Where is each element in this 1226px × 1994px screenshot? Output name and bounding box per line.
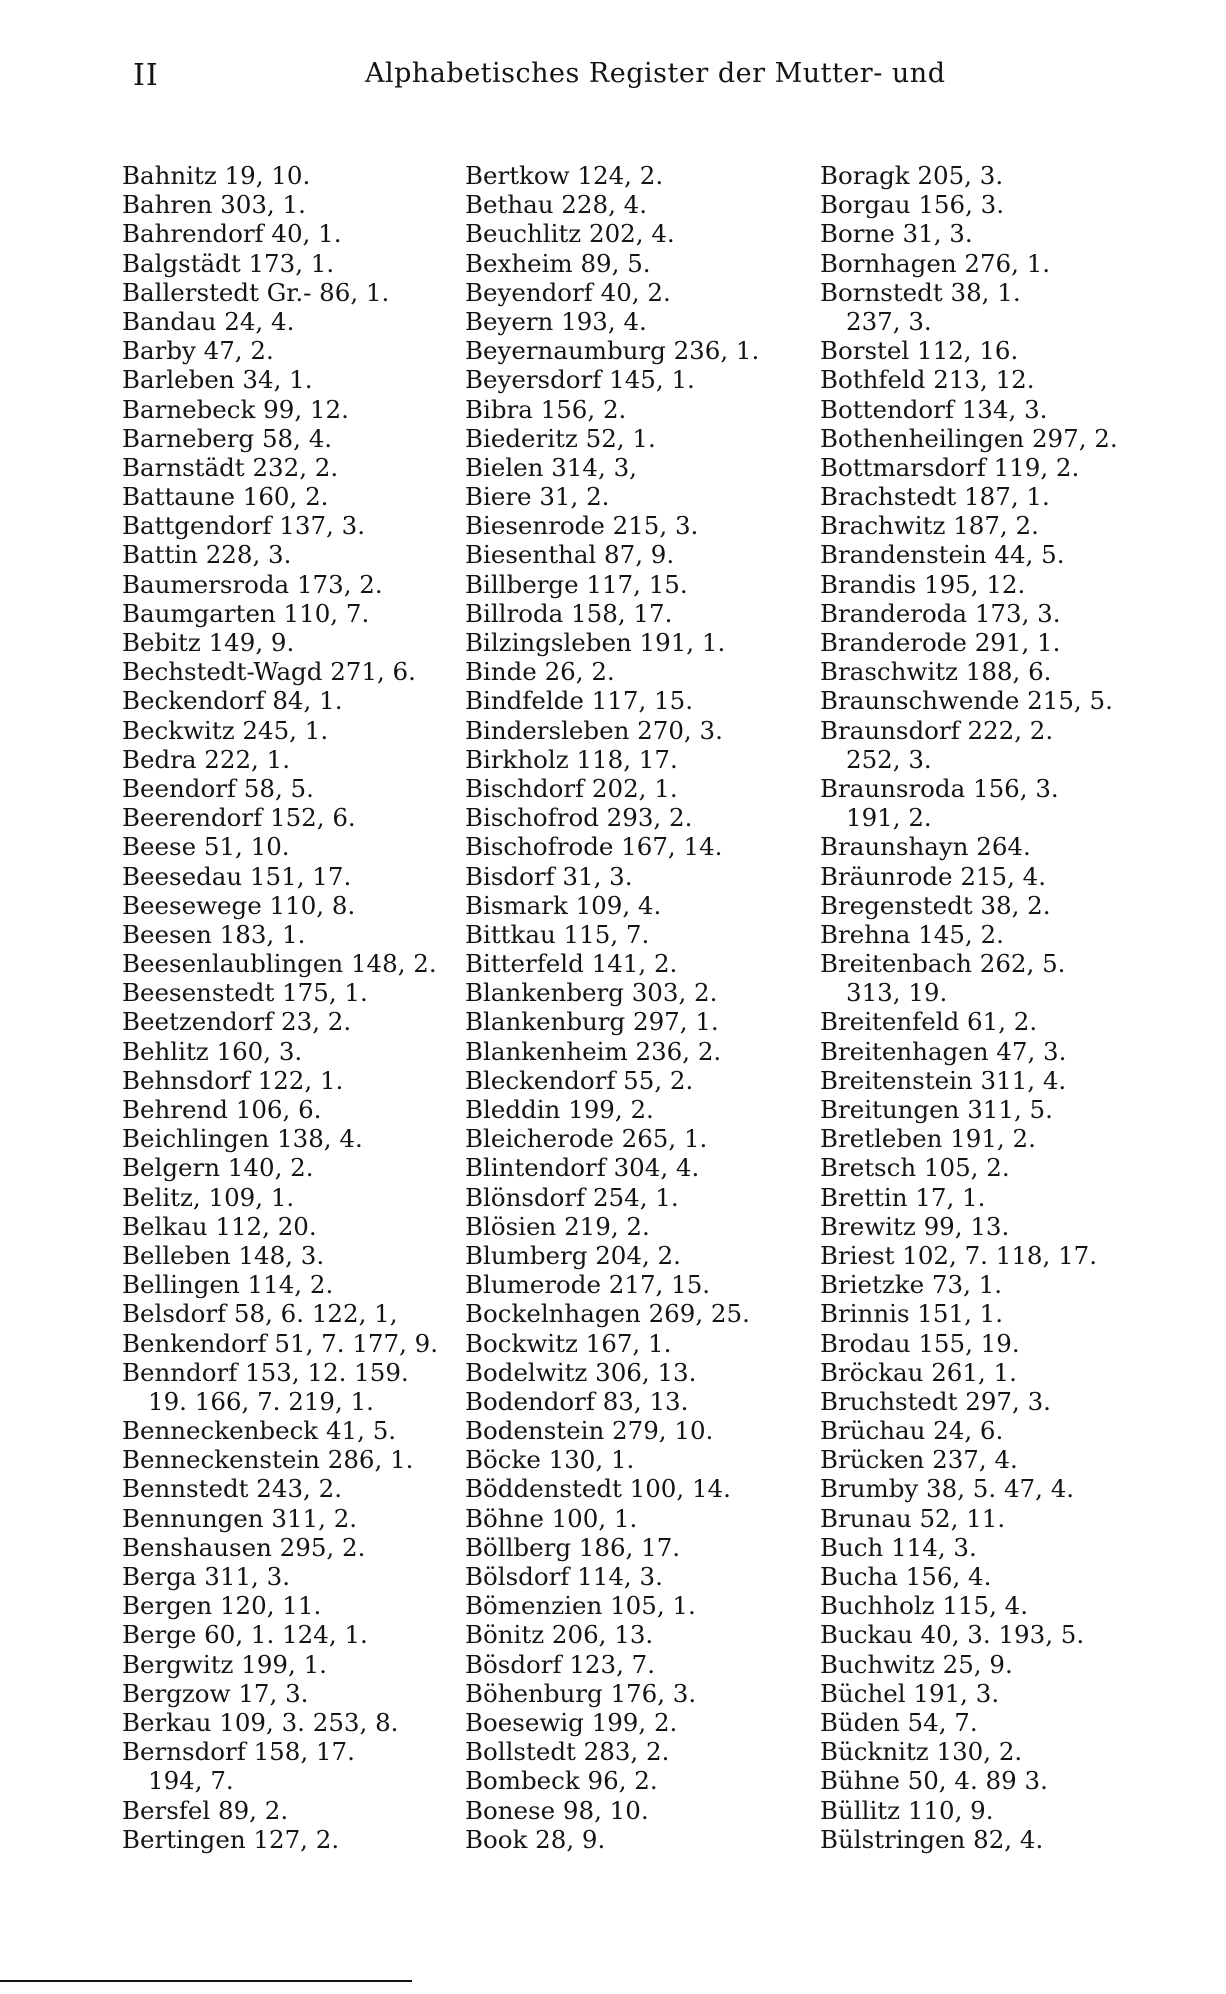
register-entry: Bennungen 311, 2.: [122, 1503, 358, 1533]
register-entry: Blintendorf 304, 4.: [465, 1153, 700, 1183]
register-entry: Beesewege 110, 8.: [122, 890, 356, 920]
register-entry: Belsdorf 58, 6. 122, 1,: [122, 1299, 398, 1329]
register-entry: Berkau 109, 3. 253, 8.: [122, 1707, 399, 1737]
register-entry: Braunsroda 156, 3.: [820, 773, 1059, 803]
register-entry: Bellingen 114, 2.: [122, 1270, 334, 1300]
register-entry: Bonese 98, 10.: [465, 1795, 649, 1825]
page-number: II: [133, 58, 159, 93]
register-entry: Billberge 117, 15.: [465, 569, 688, 599]
register-entry: Belkau 112, 20.: [122, 1211, 317, 1241]
register-column-2: [465, 161, 759, 1854]
register-entry: Bruchstedt 297, 3.: [820, 1386, 1051, 1416]
register-entry: Behlitz 160, 3.: [122, 1036, 303, 1066]
register-entry: Bücknitz 130, 2.: [820, 1737, 1023, 1767]
register-entry: Bockelnhagen 269, 25.: [465, 1299, 750, 1329]
register-entry-continuation: 252, 3.: [846, 744, 932, 774]
register-entry: Braunsdorf 222, 2.: [820, 715, 1054, 745]
register-entry: Brewitz 99, 13.: [820, 1211, 1010, 1241]
register-entry: Bertkow 124, 2.: [465, 161, 664, 190]
register-entry: Ballerstedt Gr.- 86, 1.: [122, 277, 390, 307]
register-entry: Bersfel 89, 2.: [122, 1795, 289, 1825]
register-entry: Blankenburg 297, 1.: [465, 1007, 719, 1037]
register-entry: Böddenstedt 100, 14.: [465, 1474, 731, 1504]
register-entry: Benneckenstein 286, 1.: [122, 1445, 414, 1475]
register-entry: Bilzingsleben 191, 1.: [465, 628, 726, 657]
register-entry: Bahrendorf 40, 1.: [122, 219, 342, 249]
register-entry: Beckwitz 245, 1.: [122, 715, 329, 745]
register-entry: Bahnitz 19, 10.: [122, 161, 311, 190]
register-entry: Berge 60, 1. 124, 1.: [122, 1620, 368, 1650]
register-entry: Bretsch 105, 2.: [820, 1153, 1010, 1183]
register-entry: Bräunrode 215, 4.: [820, 861, 1047, 891]
register-entry: Büllitz 110, 9.: [820, 1795, 994, 1825]
register-entry: Binde 26, 2.: [465, 657, 615, 687]
register-entry: Bischofrode 167, 14.: [465, 832, 723, 862]
register-entry: Beese 51, 10.: [122, 832, 290, 862]
register-entry: Belleben 148, 3.: [122, 1240, 325, 1270]
register-entry: Breitenstein 311, 4.: [820, 1065, 1067, 1095]
register-entry: Bothfeld 213, 12.: [820, 365, 1035, 395]
register-entry: Bexheim 89, 5.: [465, 248, 651, 278]
register-entry: Boragk 205, 3.: [820, 161, 1004, 190]
register-entry: Bodelwitz 306, 13.: [465, 1357, 697, 1387]
register-entry: Bleddin 199, 2.: [465, 1095, 654, 1124]
register-entry: Bucha 156, 4.: [820, 1562, 992, 1591]
register-entry: Breitenbach 262, 5.: [820, 949, 1066, 979]
register-entry: Beesenstedt 175, 1.: [122, 978, 368, 1008]
register-entry: Bollstedt 283, 2.: [465, 1737, 670, 1767]
register-entry: Blönsdorf 254, 1.: [465, 1182, 679, 1212]
register-entry: Bertingen 127, 2.: [122, 1824, 340, 1854]
register-entry: Bahren 303, 1.: [122, 190, 306, 220]
register-entry: Brodau 155, 19.: [820, 1328, 1020, 1358]
register-entry: Benndorf 153, 12. 159.: [122, 1357, 409, 1387]
register-entry: Bodendorf 83, 13.: [465, 1386, 689, 1416]
register-entry: Bisdorf 31, 3.: [465, 861, 633, 891]
register-entry: Balgstädt 173, 1.: [122, 248, 335, 278]
register-entry: Brumby 38, 5. 47, 4.: [820, 1474, 1075, 1504]
register-entry: Biesenrode 215, 3.: [465, 511, 699, 541]
register-column-3: [820, 161, 1118, 1854]
register-entry: Bergen 120, 11.: [122, 1591, 322, 1621]
register-entry: Bornstedt 38, 1.: [820, 277, 1021, 307]
register-entry: Buckau 40, 3. 193, 5.: [820, 1620, 1085, 1650]
register-entry: Bönitz 206, 13.: [465, 1620, 654, 1650]
register-entry: Bombeck 96, 2.: [465, 1766, 658, 1796]
register-entry: Baumgarten 110, 7.: [122, 598, 370, 628]
register-entry: Beyern 193, 4.: [465, 306, 647, 336]
register-entry: Bethau 228, 4.: [465, 190, 648, 220]
register-entry: Biederitz 52, 1.: [465, 423, 656, 453]
register-entry: Biesenthal 87, 9.: [465, 540, 675, 570]
register-entry: Bömenzien 105, 1.: [465, 1591, 696, 1621]
register-entry: Bismark 109, 4.: [465, 890, 662, 920]
register-entry: Benkendorf 51, 7. 177, 9.: [122, 1328, 439, 1358]
register-entry: Barnstädt 232, 2.: [122, 452, 339, 482]
register-entry: Beuchlitz 202, 4.: [465, 219, 675, 249]
register-entry: Book 28, 9.: [465, 1824, 606, 1854]
register-entry: Barby 47, 2.: [122, 336, 274, 366]
register-entry: Borstel 112, 16.: [820, 336, 1019, 366]
register-entry: Blankenberg 303, 2.: [465, 978, 718, 1008]
register-entry-continuation: 313, 19.: [846, 978, 948, 1008]
register-entry: Battgendorf 137, 3.: [122, 511, 365, 541]
register-entry: Bodenstein 279, 10.: [465, 1416, 714, 1446]
register-entry: Beendorf 58, 5.: [122, 773, 314, 803]
register-entry: Belitz, 109, 1.: [122, 1182, 295, 1212]
register-entry-continuation: 237, 3.: [846, 306, 932, 336]
register-entry: Bebitz 149, 9.: [122, 628, 295, 657]
register-entry: Bennstedt 243, 2.: [122, 1474, 343, 1504]
register-entry: Bülstringen 82, 4.: [820, 1824, 1044, 1854]
register-entry: Benneckenbeck 41, 5.: [122, 1416, 397, 1446]
register-entry: Behrend 106, 6.: [122, 1095, 322, 1124]
register-entry: Bockwitz 167, 1.: [465, 1328, 672, 1358]
register-entry: Bandau 24, 4.: [122, 306, 295, 336]
register-entry: Bösdorf 123, 7.: [465, 1649, 656, 1679]
register-entry: Beesenlaublingen 148, 2.: [122, 949, 437, 979]
register-entry: Buchwitz 25, 9.: [820, 1649, 1013, 1679]
register-entry: Büchel 191, 3.: [820, 1678, 1000, 1708]
register-entry: Beerendorf 152, 6.: [122, 803, 356, 833]
register-entry: Blösien 219, 2.: [465, 1211, 650, 1241]
register-entry: Bergwitz 199, 1.: [122, 1649, 327, 1679]
register-entry: Barnebeck 99, 12.: [122, 394, 349, 424]
register-entry: Bröckau 261, 1.: [820, 1357, 1017, 1387]
register-entry: Branderoda 173, 3.: [820, 598, 1061, 628]
register-entry: Bregenstedt 38, 2.: [820, 890, 1051, 920]
register-entry: Beyernaumburg 236, 1.: [465, 336, 760, 366]
register-entry: Borne 31, 3.: [820, 219, 973, 249]
register-entry: Breitenfeld 61, 2.: [820, 1007, 1038, 1037]
register-entry: Böllberg 186, 17.: [465, 1532, 681, 1562]
register-entry: Braunschwende 215, 5.: [820, 686, 1113, 716]
register-entry: Borgau 156, 3.: [820, 190, 1005, 220]
register-entry: Branderode 291, 1.: [820, 628, 1061, 657]
register-entry: Bühne 50, 4. 89 3.: [820, 1766, 1048, 1796]
register-entry-continuation: 19. 166, 7. 219, 1.: [148, 1386, 374, 1416]
running-head: Alphabetisches Register der Mutter- und: [365, 58, 946, 89]
register-entry: Brehna 145, 2.: [820, 919, 1004, 949]
register-entry: Barneberg 58, 4.: [122, 423, 333, 453]
register-entry: Bornhagen 276, 1.: [820, 248, 1051, 278]
register-entry: Beyendorf 40, 2.: [465, 277, 671, 307]
register-entry: Baumersroda 173, 2.: [122, 569, 383, 599]
register-entry: Beyersdorf 145, 1.: [465, 365, 695, 395]
register-entry: Böhenburg 176, 3.: [465, 1678, 697, 1708]
footer-rule: [0, 1980, 412, 1982]
register-entry: Brachwitz 187, 2.: [820, 511, 1039, 541]
register-entry: Bergzow 17, 3.: [122, 1678, 309, 1708]
register-entry: Brinnis 151, 1.: [820, 1299, 1004, 1329]
register-entry: Battin 228, 3.: [122, 540, 292, 570]
register-entry: Brandis 195, 12.: [820, 569, 1026, 599]
register-entry: Brettin 17, 1.: [820, 1182, 986, 1212]
register-entry: Benshausen 295, 2.: [122, 1532, 366, 1562]
register-entry: Beesedau 151, 17.: [122, 861, 352, 891]
register-entry: Bretleben 191, 2.: [820, 1124, 1036, 1154]
register-entry: Brandenstein 44, 5.: [820, 540, 1065, 570]
register-entry: Böhne 100, 1.: [465, 1503, 638, 1533]
register-column-1: [122, 161, 438, 1854]
register-entry: Beckendorf 84, 1.: [122, 686, 343, 716]
register-entry: Brunau 52, 11.: [820, 1503, 1006, 1533]
register-entry: Bechstedt-Wagd 271, 6.: [122, 657, 416, 687]
register-entry: Buchholz 115, 4.: [820, 1591, 1029, 1621]
register-entry: Breitenhagen 47, 3.: [820, 1036, 1067, 1066]
register-entry: Bielen 314, 3,: [465, 452, 637, 482]
register-entry: Brietzke 73, 1.: [820, 1270, 1003, 1300]
register-entry: Belgern 140, 2.: [122, 1153, 314, 1183]
register-entry: Bölsdorf 114, 3.: [465, 1562, 663, 1591]
register-entry: Breitungen 311, 5.: [820, 1095, 1053, 1124]
register-entry: Bernsdorf 158, 17.: [122, 1737, 355, 1767]
register-entry: Beichlingen 138, 4.: [122, 1124, 363, 1154]
register-entry: Blankenheim 236, 2.: [465, 1036, 722, 1066]
register-entry: Boesewig 199, 2.: [465, 1707, 678, 1737]
register-entry: Bittkau 115, 7.: [465, 919, 650, 949]
register-entry: Buch 114, 3.: [820, 1532, 977, 1562]
register-entry: Battaune 160, 2.: [122, 482, 329, 512]
register-entry: Bischofrod 293, 2.: [465, 803, 693, 833]
register-entry: Bleicherode 265, 1.: [465, 1124, 708, 1154]
register-entry: Beetzendorf 23, 2.: [122, 1007, 352, 1037]
register-entry: Billroda 158, 17.: [465, 598, 673, 628]
register-entry: Bindfelde 117, 15.: [465, 686, 693, 716]
register-entry: Braschwitz 188, 6.: [820, 657, 1052, 687]
register-entry: Blumerode 217, 15.: [465, 1270, 711, 1300]
register-entry-continuation: 194, 7.: [148, 1766, 234, 1796]
register-entry: Bibra 156, 2.: [465, 394, 627, 424]
register-entry: Barleben 34, 1.: [122, 365, 313, 395]
register-entry: Bottmarsdorf 119, 2.: [820, 452, 1080, 482]
register-entry: Braunshayn 264.: [820, 832, 1031, 862]
register-entry: Bitterfeld 141, 2.: [465, 949, 678, 979]
register-entry: Blumberg 204, 2.: [465, 1240, 681, 1270]
register-entry: Brücken 237, 4.: [820, 1445, 1018, 1475]
register-entry: Briest 102, 7. 118, 17.: [820, 1240, 1098, 1270]
register-entry: Behnsdorf 122, 1.: [122, 1065, 344, 1095]
register-entry: Bischdorf 202, 1.: [465, 773, 678, 803]
register-entry: Bottendorf 134, 3.: [820, 394, 1048, 424]
register-entry: Berga 311, 3.: [122, 1562, 291, 1591]
register-entry: Bedra 222, 1.: [122, 744, 291, 774]
register-entry: Biere 31, 2.: [465, 482, 610, 512]
register-entry: Bleckendorf 55, 2.: [465, 1065, 694, 1095]
register-entry-continuation: 191, 2.: [846, 803, 932, 833]
register-entry: Bothenheilingen 297, 2.: [820, 423, 1118, 453]
register-entry: Birkholz 118, 17.: [465, 744, 678, 774]
register-entry: Beesen 183, 1.: [122, 919, 306, 949]
register-entry: Brachstedt 187, 1.: [820, 482, 1050, 512]
register-entry: Brüchau 24, 6.: [820, 1416, 1004, 1446]
register-entry: Büden 54, 7.: [820, 1707, 978, 1737]
register-entry: Böcke 130, 1.: [465, 1445, 635, 1475]
register-entry: Bindersleben 270, 3.: [465, 715, 723, 745]
